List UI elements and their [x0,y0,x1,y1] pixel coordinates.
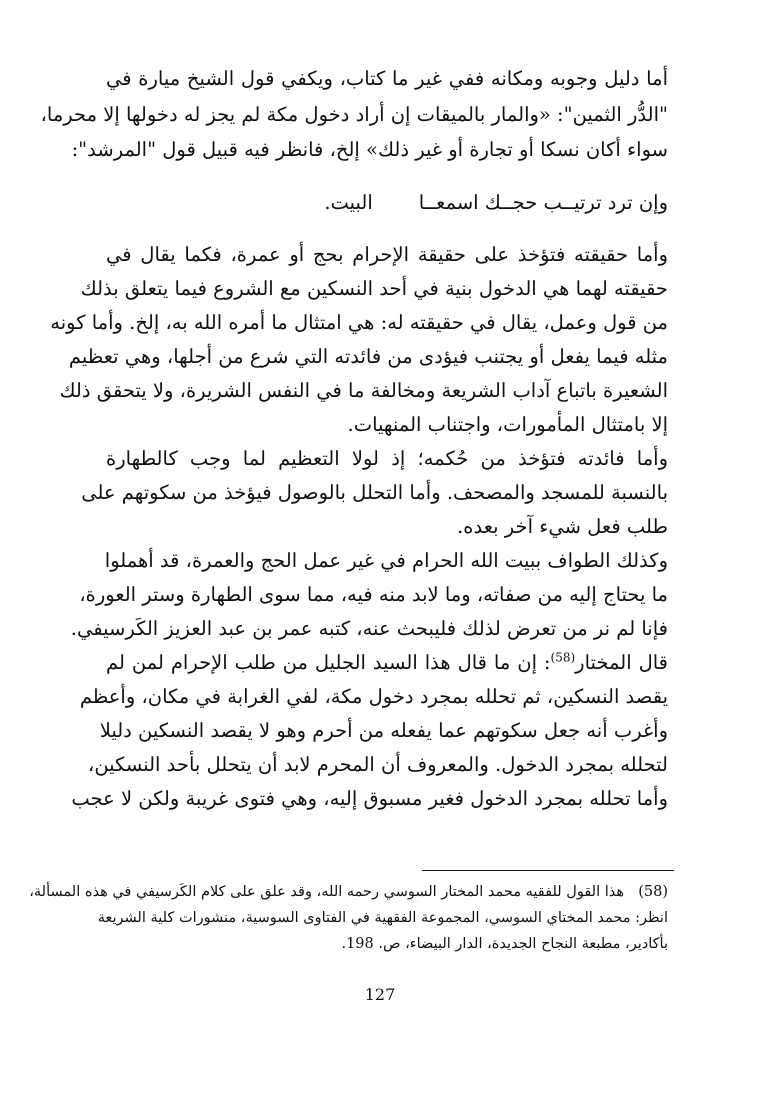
text-line: بالنسبة للمسجد والمصحف. وأما التحلل بالوصول فيؤخذ من سكوتهم على [81,481,668,504]
text-line: حقيقته لهما هي الدخول بنية في أحد النسكين مع الشروع فيما يتعلق بذلك [80,277,668,300]
footnote-line [106,932,668,956]
text-line [106,648,668,678]
text-line: وأما حقيقته فتؤخذ على حقيقة الإحرام بحج أو عمرة، فكما يقال في [106,243,668,266]
footnote-text: بأكادير، مطبعة النجاح الجديدة، الدار البيضاء، ص. 198. [341,936,668,952]
text-line: "الدُّر الثمين": «والمار بالميقات إن أراد دخول مكة لم يجز له دخولها إلا محرما، [40,103,668,126]
text-line: لتحلله بمجرد الدخول. والمعروف أن المحرم لابد أن يتحلل بأحد النسكين، [88,753,668,776]
text-line: أما دليل وجوبه ومكانه ففي غير ما كتاب، ويكفي قول الشيخ ميارة في [106,67,668,90]
footnote-reference: (58) [550,650,576,665]
footnote-number: (58) [638,884,668,900]
line-start: قال المختار [575,651,668,674]
text-line: وكذلك الطواف ببيت الله الحرام في غير عمل الحج والعمرة، قد أهملوا [104,549,668,572]
text-line: طلب فعل شيء آخر بعده. [457,515,668,538]
verse-second-hemistich: البيت. [324,191,373,214]
text-line: مثله فيما يفعل أو يجتنب فيؤدى من فائدته التي شرع من أجلها، وهي تعظيم [68,345,668,368]
text-line: يقصد النسكين، ثم تحلله بمجرد دخول مكة، لفي الغرابة في مكان، وأعظم [79,685,668,708]
text-line: وأما تحلله بمجرد الدخول فغير مسبوق إليه، وهي فتوى غريبة ولكن لا عجب [71,787,668,810]
text-line: ما يحتاج إليه من صفاته، وما لابد منه فيه، مما سوى الطهارة وستر العورة، [79,583,668,606]
line-rest: : إن ما قال هذا السيد الجليل من طلب الإحرام لمن لم [106,651,551,674]
footnote-line [97,906,668,930]
footnote-text: انظر: محمد المختاي السوسي، المجموعة الفقهية في الفتاوى السوسية، منشورات كلية الشريعة [97,910,668,926]
text-line: إلا بامتثال المأمورات، واجتناب المنهيات. [347,413,668,436]
text-line: فإنا لم نر من تعرض لذلك فليبحث عنه، كتبه عمر بن عبد العزيز الكَرسيفي. [70,617,668,640]
text-line: وأما فائدته فتؤخذ من حُكمه؛ إذ لولا التعظيم لما وجب كالطهارة [106,447,668,470]
page-number: 127 [364,985,396,1004]
text-line: من قول وعمل، يقال في حقيقته له: هي امتثال ما أمره الله به، إلخ. وأما كونه [50,311,668,334]
footnote-separator [422,870,674,871]
verse-line [106,188,668,218]
verse-first-hemistich: وإن ترد ترتيــب حجــك اسمعــا [418,191,668,214]
text-line: الشعيرة باتباع آداب الشريعة ومخالفة ما في النفس الشريرة، ولا يتحقق ذلك [59,379,668,402]
text-line: سواء أكان نسكا أو تجارة أو غير ذلك» إلخ، فانظر فيه قبيل قول "المرشد": [71,138,668,161]
footnote-text: هذا القول للفقيه محمد المختار السوسي رحمه الله، وقد علق على كلام الكَرسيفي في هذه المسألة، [29,884,624,900]
text-line: وأغرب أنه جعل سكوتهم عما يفعله من أحرم وهو لا يقصد النسكين دليلا [99,719,668,742]
footnote-line [29,880,668,904]
